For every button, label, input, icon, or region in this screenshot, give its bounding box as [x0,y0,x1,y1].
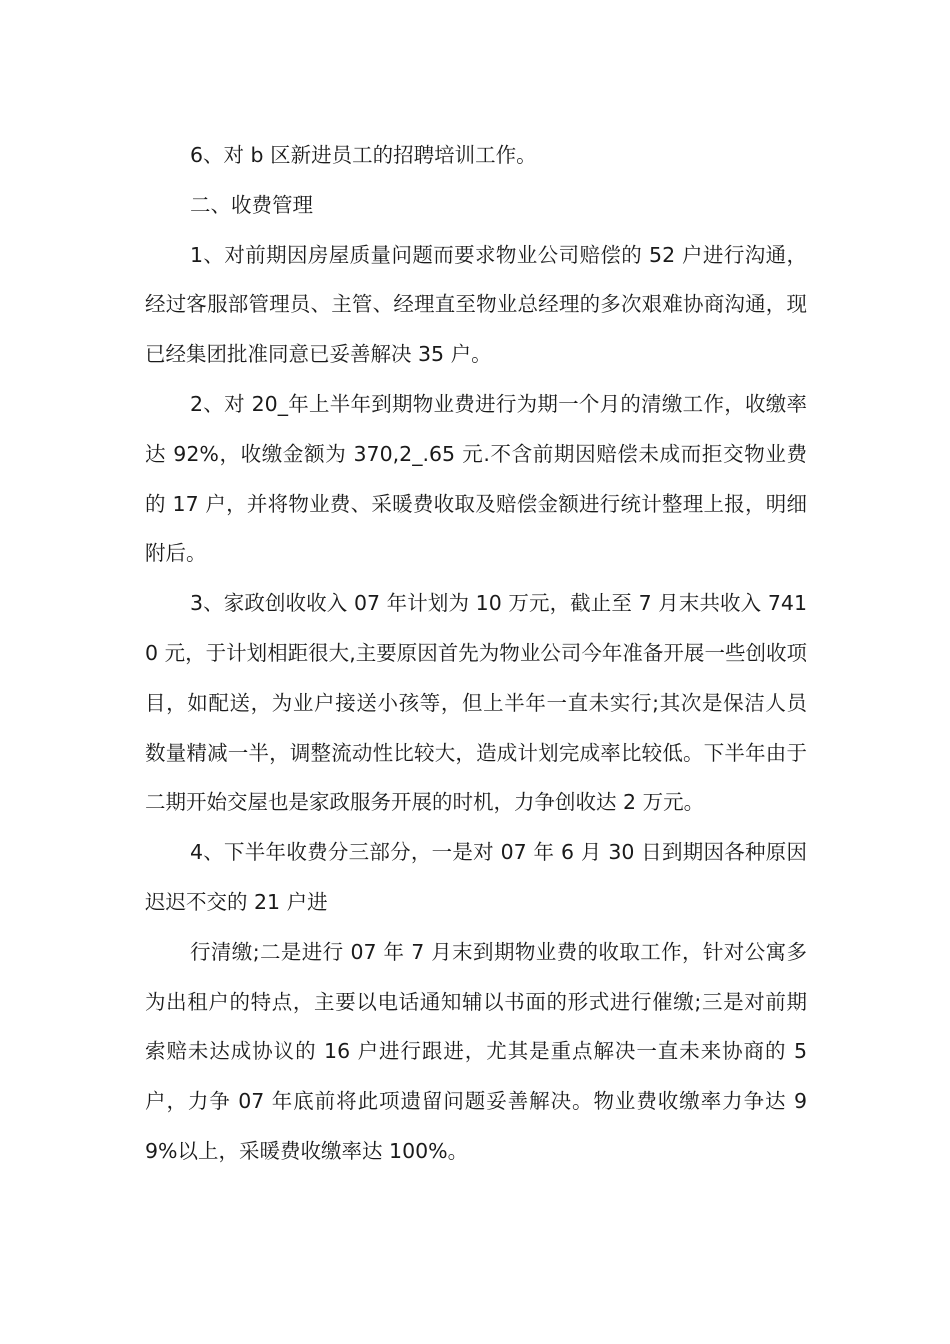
paragraph-item-3-housekeeping: 3、家政创收收入 07 年计划为 10 万元，截止至 7 月末共收入 7410 元，于计划相距很大,主要原因首先为物业公司今年准备开展一些创收项目，如配送，为业户接送小孩等，但上半年一直未实行;其次是保洁人员数量精减一半，调整流动性比较大，造成计划完成率比较低。下半年由于二期开始交屋也是家政服务开展的时机，力争创收达 2 万元。 [145,591,807,815]
paragraph-item-2-collection: 2、对 20_年上半年到期物业费进行为期一个月的清缴工作，收缴率达 92%，收缴金额为 370,2_.65 元.不含前期因赔偿未成而拒交物业费的 17 户，并将物业费、采暖费收取及赔偿金额进行统计整理上报，明细附后。 [145,391,807,566]
section-heading-fee-management: 二、收费管理 [190,192,313,217]
paragraph-item-4-second-half: 4、下半年收费分三部分，一是对 07 年 6 月 30 日到期因各种原因迟迟不交的 21 户进 [145,840,807,914]
paragraph-item-1-compensation: 1、对前期因房屋质量问题而要求物业公司赔偿的 52 户进行沟通，经过客服部管理员、主管、经理直至物业总经理的多次艰难协商沟通，现已经集团批准同意已妥善解决 35 户。 [145,242,807,367]
paragraph-item-4-continued: 行清缴;二是进行 07 年 7 月末到期物业费的收取工作，针对公寓多为出租户的特点，主要以电话通知辅以书面的形式进行催缴;三是对前期索赔未达成协议的 16 户进行跟进，尤其是重点解决一直未来协商的 5 户，力争 07 年底前将此项遗留问题妥善解决。物业费收缴率力争达 99%以上，采暖费收缴率达 100%。 [145,939,807,1163]
paragraph-item-6-recruitment: 6、对 b 区新进员工的招聘培训工作。 [190,143,537,167]
document-body [145,131,807,1177]
